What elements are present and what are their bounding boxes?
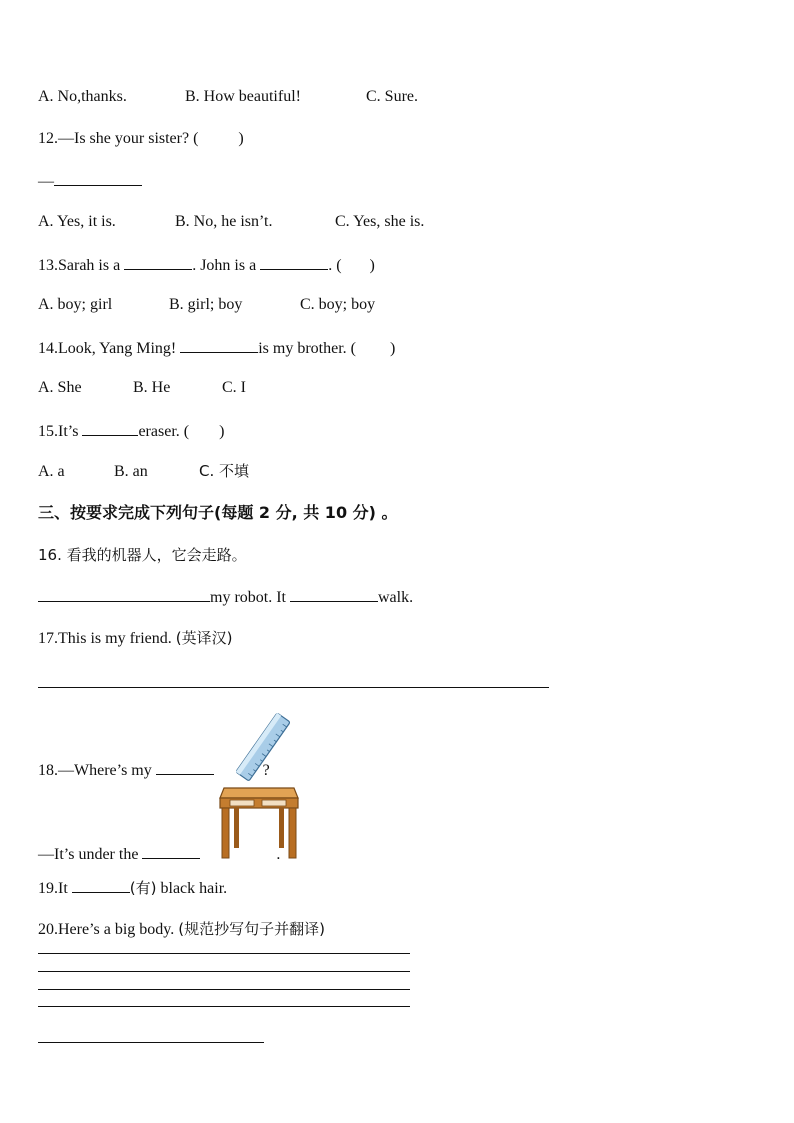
q12-dash: — <box>38 173 54 190</box>
q12-close-paren: ) <box>238 130 244 147</box>
q19-text-1: 19.It <box>38 880 68 897</box>
q19-text-2: black hair. <box>160 880 228 897</box>
desk-leg-back-right <box>279 808 284 848</box>
q12-options <box>38 212 424 232</box>
q16-blank-1[interactable] <box>38 586 210 602</box>
q13-option-b[interactable]: B. girl; boy <box>169 296 243 313</box>
q15-option-a[interactable]: A. a <box>38 463 65 480</box>
q18-text-2: —It’s under the <box>38 846 139 863</box>
q15-close-paren: ) <box>219 423 225 440</box>
q11-option-a[interactable]: A. No,thanks. <box>38 88 127 105</box>
q19-question <box>38 877 227 899</box>
q14-close-paren: ) <box>390 340 396 357</box>
q16-answer-line <box>38 586 413 608</box>
q16-prompt: 16. 看我的机器人，它会走路。 <box>38 546 247 564</box>
desk-top <box>220 788 298 798</box>
q13-blank-2[interactable] <box>260 254 328 270</box>
q12-blank[interactable] <box>54 170 142 186</box>
q13-option-a[interactable]: A. boy; girl <box>38 296 113 313</box>
q20-writing-line-3[interactable] <box>38 989 410 990</box>
q14-options <box>38 378 246 398</box>
q12-option-b[interactable]: B. No, he isn’t. <box>175 213 273 230</box>
q11-option-b[interactable]: B. How beautiful! <box>185 88 301 105</box>
q11-option-c[interactable]: C. Sure. <box>366 88 418 105</box>
q13-question <box>38 254 375 276</box>
q18-line-2 <box>38 843 280 865</box>
q15-options <box>38 461 249 482</box>
q15-option-c[interactable]: C. 不填 <box>199 462 250 480</box>
q18-line-1 <box>38 759 270 781</box>
q14-text-2: is my brother. ( <box>258 340 356 357</box>
q13-text-1: 13.Sarah is a <box>38 257 121 274</box>
q18-period: . <box>276 846 281 863</box>
q16-text-2: walk. <box>378 589 414 606</box>
q12-response <box>38 170 142 192</box>
q17-prompt <box>38 628 232 649</box>
q20-writing-line-2[interactable] <box>38 971 410 972</box>
q18-blank-1[interactable] <box>156 759 214 775</box>
q16-blank-2[interactable] <box>290 586 378 602</box>
q18-question-mark: ? <box>262 762 270 779</box>
q17-answer-line[interactable] <box>38 687 549 688</box>
q14-blank[interactable] <box>180 337 258 353</box>
q18-text-1: 18.—Where’s my <box>38 762 152 779</box>
q17-instruction: (英译汉) <box>175 629 233 647</box>
q19-hint: (有) <box>129 879 157 897</box>
q16-text-1: my robot. It <box>210 589 286 606</box>
q12-stem: 12.—Is she your sister? ( <box>38 130 199 147</box>
q13-blank-1[interactable] <box>124 254 192 270</box>
q20-translation-line[interactable] <box>38 1042 264 1043</box>
q14-option-b[interactable]: B. He <box>133 379 171 396</box>
q12-option-a[interactable]: A. Yes, it is. <box>38 213 116 230</box>
q15-text-2: eraser. ( <box>138 423 190 440</box>
q20-instruction: (规范抄写句子并翻译) <box>178 920 325 938</box>
q18-blank-2[interactable] <box>142 843 200 859</box>
q12-question <box>38 129 244 149</box>
q15-blank[interactable] <box>82 420 138 436</box>
q15-text-1: 15.It’s <box>38 423 79 440</box>
q12-option-c[interactable]: C. Yes, she is. <box>335 213 425 230</box>
q13-option-c[interactable]: C. boy; boy <box>300 296 376 313</box>
q20-prompt <box>38 919 325 940</box>
q15-question <box>38 420 224 442</box>
section-3-heading: 三、按要求完成下列句子(每题 2 分, 共 10 分) 。 <box>38 503 398 522</box>
desk-leg-front-right <box>289 808 296 858</box>
q14-option-c[interactable]: C. I <box>222 379 246 396</box>
q17-english: 17.This is my friend. <box>38 630 172 647</box>
desk-leg-back-left <box>234 808 239 848</box>
q15-option-b[interactable]: B. an <box>114 463 148 480</box>
desk-drawer-right <box>262 800 286 806</box>
q13-text-2: . John is a <box>192 257 257 274</box>
q20-writing-line-1[interactable] <box>38 953 410 954</box>
desk-drawer-left <box>230 800 254 806</box>
q19-blank[interactable] <box>72 877 130 893</box>
q13-close-paren: ) <box>369 257 375 274</box>
q13-text-3: . ( <box>328 257 342 274</box>
q14-option-a[interactable]: A. She <box>38 379 82 396</box>
q11-options <box>38 87 418 107</box>
q14-text-1: 14.Look, Yang Ming! <box>38 340 177 357</box>
q13-options <box>38 295 375 315</box>
q14-question <box>38 337 395 359</box>
q20-writing-line-4[interactable] <box>38 1006 410 1007</box>
q20-english: 20.Here’s a big body. <box>38 921 175 938</box>
